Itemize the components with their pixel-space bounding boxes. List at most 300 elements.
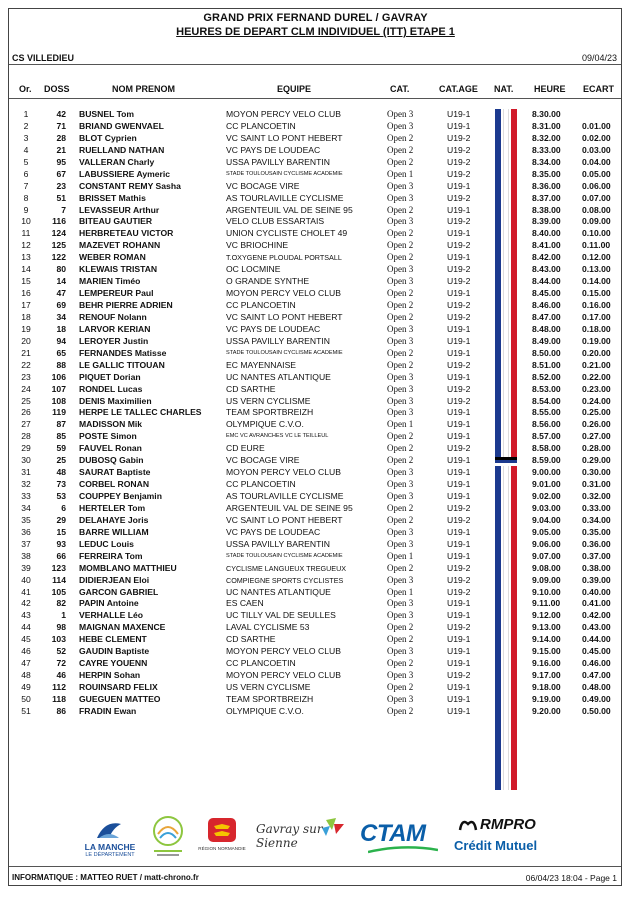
row-start-time: 9.10.00 xyxy=(532,586,561,597)
row-bib: 122 xyxy=(51,252,66,263)
row-start-time: 9.20.00 xyxy=(532,705,561,716)
row-category: Open 3 xyxy=(387,538,414,549)
row-team: ES CAEN xyxy=(226,598,264,609)
row-bib: 105 xyxy=(51,586,66,597)
row-team: UC NANTES ATLANTIQUE xyxy=(226,371,331,382)
row-bib: 123 xyxy=(51,562,66,573)
row-category: Open 3 xyxy=(387,192,414,203)
row-category: Open 2 xyxy=(387,132,414,143)
row-rider-name: HERTELER Tom xyxy=(79,502,146,513)
row-order: 6 xyxy=(23,168,29,179)
row-start-time: 8.36.00 xyxy=(532,180,561,191)
row-bib: 69 xyxy=(56,300,66,310)
row-age-category: U19-1 xyxy=(447,347,471,358)
row-bib: 7 xyxy=(61,204,66,215)
row-start-time: 8.42.00 xyxy=(532,252,561,263)
row-age-category: U19-2 xyxy=(447,311,471,322)
row-team: COMPIEGNE SPORTS CYCLISTES xyxy=(226,575,344,585)
table-row xyxy=(0,622,631,634)
table-row xyxy=(0,610,631,622)
row-bib: 42 xyxy=(56,109,66,119)
row-bib: 1 xyxy=(61,610,66,621)
row-gap: 0.44.00 xyxy=(582,634,611,645)
row-category: Open 3 xyxy=(387,467,414,478)
credit-mutuel-text: Crédit Mutuel xyxy=(454,838,538,853)
row-team: MOYON PERCY VELO CLUB xyxy=(226,109,341,119)
row-age-category: U19-2 xyxy=(447,383,471,394)
row-bib: 108 xyxy=(51,395,66,406)
row-start-time: 9.14.00 xyxy=(532,634,561,645)
row-rider-name: BARRE WILLIAM xyxy=(79,526,149,537)
row-start-time: 8.41.00 xyxy=(532,240,561,251)
row-bib: 23 xyxy=(56,180,66,191)
row-start-time: 8.46.00 xyxy=(532,300,561,310)
row-team: EC MAYENNAISE xyxy=(226,359,297,370)
row-category: Open 2 xyxy=(387,144,414,155)
row-rider-name: BEHR PIERRE ADRIEN xyxy=(79,300,173,310)
col-header-heure: HEURE xyxy=(534,84,566,94)
row-order: 47 xyxy=(21,658,31,669)
row-rider-name: BRISSET Mathis xyxy=(79,192,146,203)
row-age-category: U19-1 xyxy=(447,526,471,537)
table-row xyxy=(0,479,631,491)
row-age-category: U19-2 xyxy=(447,586,471,597)
row-bib: 29 xyxy=(56,514,66,525)
row-rider-name: DIDIERJEAN Eloi xyxy=(79,574,150,585)
row-gap: 0.40.00 xyxy=(582,586,611,597)
row-order: 32 xyxy=(21,479,31,490)
row-bib: 6 xyxy=(61,502,66,513)
row-rider-name: LABUSSIERE Aymeric xyxy=(79,168,171,179)
race-date: 09/04/23 xyxy=(581,53,617,63)
row-start-time: 9.17.00 xyxy=(532,670,561,681)
row-start-time: 9.07.00 xyxy=(532,550,561,561)
row-order: 7 xyxy=(23,180,29,191)
row-age-category: U19-1 xyxy=(447,431,471,442)
row-gap: 0.48.00 xyxy=(582,682,611,692)
row-team: CD SARTHE xyxy=(226,383,276,394)
row-rider-name: GUEGUEN MATTEO xyxy=(79,693,161,704)
row-age-category: U19-2 xyxy=(447,514,471,525)
table-row xyxy=(0,503,631,515)
row-order: 5 xyxy=(23,156,29,167)
table-row xyxy=(0,682,631,694)
row-rider-name: LEMPEREUR Paul xyxy=(79,288,154,299)
row-team: VC PAYS DE LOUDEAC xyxy=(226,144,321,155)
row-order: 4 xyxy=(23,144,29,155)
row-team: OLYMPIQUE C.V.O. xyxy=(226,705,304,716)
row-bib: 71 xyxy=(56,120,66,131)
row-order: 12 xyxy=(21,240,31,251)
normandie-text: RÉGION NORMANDIE xyxy=(198,846,246,851)
row-age-category: U19-1 xyxy=(447,550,471,561)
table-row xyxy=(0,312,631,324)
row-age-category: U19-1 xyxy=(447,693,471,704)
page-subtitle xyxy=(0,26,631,38)
row-bib: 93 xyxy=(56,538,66,549)
row-order: 37 xyxy=(21,538,31,549)
table-row xyxy=(0,288,631,300)
row-start-time: 9.11.00 xyxy=(532,598,561,609)
row-team: MOYON PERCY VELO CLUB xyxy=(226,670,341,681)
row-order: 8 xyxy=(23,192,29,203)
row-team: EMC VC AVRANCHES VC LE TEILLEUL xyxy=(226,433,329,440)
table-row xyxy=(0,467,631,479)
sponsor-logos xyxy=(0,808,631,860)
row-age-category: U19-1 xyxy=(447,180,471,191)
row-start-time: 9.09.00 xyxy=(532,574,561,585)
row-team: OLYMPIQUE C.V.O. xyxy=(226,419,304,430)
row-gap: 0.47.00 xyxy=(582,670,611,681)
row-order: 33 xyxy=(21,491,31,501)
row-team: MOYON PERCY VELO CLUB xyxy=(226,646,341,657)
row-gap: 0.03.00 xyxy=(582,144,611,155)
row-start-time: 8.43.00 xyxy=(532,264,561,275)
row-rider-name: ROUINSARD FELIX xyxy=(79,682,158,692)
row-category: Open 1 xyxy=(387,419,414,430)
col-header-or: Or. xyxy=(19,84,32,94)
row-bib: 28 xyxy=(56,132,66,143)
row-gap: 0.23.00 xyxy=(582,383,611,394)
community-logo xyxy=(148,814,188,860)
row-gap: 0.28.00 xyxy=(582,443,611,454)
row-start-time: 8.50.00 xyxy=(532,347,561,358)
row-category: Open 2 xyxy=(387,359,414,370)
table-row xyxy=(0,276,631,288)
row-gap: 0.30.00 xyxy=(582,467,611,478)
row-rider-name: RONDEL Lucas xyxy=(79,383,143,394)
row-start-time: 8.51.00 xyxy=(532,359,561,370)
row-gap: 0.24.00 xyxy=(582,395,611,406)
row-start-time: 8.45.00 xyxy=(532,288,561,299)
row-bib: 47 xyxy=(56,288,66,299)
row-gap: 0.42.00 xyxy=(582,610,611,621)
row-rider-name: LARVOR KERIAN xyxy=(79,323,151,334)
row-age-category: U19-1 xyxy=(447,228,471,239)
row-age-category: U19-1 xyxy=(447,634,471,645)
row-category: Open 2 xyxy=(387,705,414,716)
row-team: T.OXYGENE PLOUDAL PORTSALL xyxy=(226,253,342,263)
row-age-category: U19-1 xyxy=(447,491,471,501)
row-start-time: 8.58.00 xyxy=(532,443,561,454)
row-rider-name: MADISSON Mik xyxy=(79,419,143,430)
row-category: Open 3 xyxy=(387,693,414,704)
row-team: VC BOCAGE VIRE xyxy=(226,180,300,191)
ctam-text: CTAM xyxy=(360,820,426,847)
table-row xyxy=(0,670,631,682)
row-category: Open 2 xyxy=(387,228,414,239)
row-team: VC SAINT LO PONT HEBERT xyxy=(226,311,343,322)
row-category: Open 2 xyxy=(387,288,414,299)
table-row xyxy=(0,419,631,431)
row-age-category: U19-1 xyxy=(447,120,471,131)
row-start-time: 8.35.00 xyxy=(532,168,561,179)
row-age-category: U19-1 xyxy=(447,658,471,669)
row-age-category: U19-1 xyxy=(447,682,471,692)
gavray-logo xyxy=(252,816,348,860)
row-bib: 87 xyxy=(56,419,66,430)
table-row xyxy=(0,145,631,157)
row-category: Open 2 xyxy=(387,431,414,442)
row-start-time: 9.06.00 xyxy=(532,538,561,549)
table-row xyxy=(0,121,631,133)
row-bib: 119 xyxy=(52,407,66,418)
row-bib: 48 xyxy=(56,467,66,478)
row-rider-name: PIQUET Dorian xyxy=(79,371,141,382)
row-age-category: U19-2 xyxy=(447,240,471,251)
footer-page-info: 06/04/23 18:04 - Page 1 xyxy=(525,873,617,883)
row-order: 13 xyxy=(21,252,31,263)
row-bib: 107 xyxy=(51,383,66,394)
row-rider-name: KLEWAIS TRISTAN xyxy=(79,264,158,275)
row-start-time: 8.39.00 xyxy=(532,216,561,227)
table-row xyxy=(0,133,631,145)
row-rider-name: LEDUC Louis xyxy=(79,538,134,549)
row-start-time: 8.52.00 xyxy=(532,371,561,382)
row-team: LAVAL CYCLISME 53 xyxy=(226,622,310,633)
row-team: CD SARTHE xyxy=(226,634,276,645)
row-order: 35 xyxy=(21,514,31,525)
la-manche-logo xyxy=(75,818,145,862)
row-rider-name: VERHALLE Léo xyxy=(79,610,143,621)
row-gap: 0.20.00 xyxy=(582,347,611,358)
table-row xyxy=(0,109,631,121)
rmpro-text: RMPRO xyxy=(480,816,536,833)
footer-divider xyxy=(9,866,621,867)
table-row xyxy=(0,634,631,646)
table-row xyxy=(0,694,631,706)
row-bib: 86 xyxy=(56,705,66,716)
row-category: Open 2 xyxy=(387,455,414,466)
row-gap: 0.37.00 xyxy=(582,550,611,561)
rmpro-emblem-icon xyxy=(458,816,478,832)
row-order: 31 xyxy=(21,467,31,478)
table-row xyxy=(0,598,631,610)
row-rider-name: MAZEVET ROHANN xyxy=(79,240,161,251)
row-age-category: U19-2 xyxy=(447,156,471,167)
row-order: 38 xyxy=(21,550,31,561)
row-start-time: 8.30.00 xyxy=(532,109,561,119)
row-order: 10 xyxy=(21,216,31,227)
row-category: Open 3 xyxy=(387,371,414,382)
row-bib: 106 xyxy=(51,371,66,382)
row-category: Open 3 xyxy=(387,180,414,191)
table-row xyxy=(0,372,631,384)
row-start-time: 8.37.00 xyxy=(532,192,561,203)
row-gap: 0.21.00 xyxy=(582,359,611,370)
row-order: 30 xyxy=(21,455,31,466)
row-start-time: 9.04.00 xyxy=(532,514,561,525)
row-bib: 95 xyxy=(56,156,66,167)
table-row xyxy=(0,575,631,587)
table-row xyxy=(0,551,631,563)
row-gap: 0.46.00 xyxy=(582,658,611,669)
row-rider-name: MARIEN Timéo xyxy=(79,276,141,287)
row-rider-name: MOMBLANO MATTHIEU xyxy=(79,562,177,573)
row-category: Open 1 xyxy=(387,586,414,597)
row-bib: 124 xyxy=(51,228,66,239)
row-gap: 0.10.00 xyxy=(582,228,611,239)
row-bib: 94 xyxy=(56,335,66,346)
row-age-category: U19-1 xyxy=(447,705,471,716)
row-order: 3 xyxy=(23,132,29,143)
row-team: VC BRIOCHINE xyxy=(226,240,289,251)
row-gap: 0.50.00 xyxy=(582,705,611,716)
row-category: Open 2 xyxy=(387,204,414,215)
row-bib: 53 xyxy=(56,491,66,501)
row-order: 48 xyxy=(21,670,31,681)
row-gap: 0.05.00 xyxy=(582,168,611,179)
row-category: Open 3 xyxy=(387,526,414,537)
col-header-cat: CAT. xyxy=(390,84,410,94)
row-start-time: 9.00.00 xyxy=(532,467,561,478)
table-row xyxy=(0,539,631,551)
row-order: 41 xyxy=(21,586,31,597)
row-age-category: U19-1 xyxy=(447,610,471,621)
row-order: 46 xyxy=(21,646,31,657)
row-team: VC SAINT LO PONT HEBERT xyxy=(226,514,343,525)
row-order: 20 xyxy=(21,335,31,346)
row-age-category: U19-1 xyxy=(447,455,471,466)
row-rider-name: MAIGNAN MAXENCE xyxy=(79,622,166,633)
row-rider-name: RUELLAND NATHAN xyxy=(79,144,165,155)
row-start-time: 8.55.00 xyxy=(532,407,561,418)
row-start-time: 9.05.00 xyxy=(532,526,561,537)
col-header-nom: NOM PRENOM xyxy=(112,84,175,94)
row-gap: 0.16.00 xyxy=(582,300,611,310)
table-row xyxy=(0,491,631,503)
row-category: Open 3 xyxy=(387,407,414,418)
row-order: 24 xyxy=(21,383,31,394)
row-team: USSA PAVILLY BARENTIN xyxy=(226,335,330,346)
row-gap: 0.26.00 xyxy=(582,419,611,430)
row-rider-name: FERREIRA Tom xyxy=(79,550,143,561)
ctam-swoosh-icon xyxy=(368,846,438,854)
table-row xyxy=(0,431,631,443)
row-age-category: U19-1 xyxy=(447,646,471,657)
row-rider-name: CORBEL RONAN xyxy=(79,479,150,490)
table-row xyxy=(0,563,631,575)
row-rider-name: PAPIN Antoine xyxy=(79,598,139,609)
row-category: Open 2 xyxy=(387,562,414,573)
row-team: ARGENTEUIL VAL DE SEINE 95 xyxy=(226,502,353,513)
row-gap: 0.35.00 xyxy=(582,526,611,537)
row-bib: 67 xyxy=(56,168,66,179)
row-team: AS TOURLAVILLE CYCLISME xyxy=(226,491,344,501)
row-team: US VERN CYCLISME xyxy=(226,682,311,692)
row-team: MOYON PERCY VELO CLUB xyxy=(226,467,341,478)
row-category: Open 2 xyxy=(387,682,414,692)
row-team: CC PLANCOETIN xyxy=(226,479,296,490)
row-team: VC SAINT LO PONT HEBERT xyxy=(226,132,343,143)
row-category: Open 2 xyxy=(387,622,414,633)
row-gap: 0.33.00 xyxy=(582,502,611,513)
row-start-time: 8.38.00 xyxy=(532,204,561,215)
row-team: TEAM SPORTBREIZH xyxy=(226,407,314,418)
col-header-doss: DOSS xyxy=(44,84,70,94)
row-category: Open 3 xyxy=(387,574,414,585)
row-team: UNION CYCLISTE CHOLET 49 xyxy=(226,228,348,239)
row-start-time: 8.40.00 xyxy=(532,228,561,239)
row-age-category: U19-2 xyxy=(447,276,471,287)
row-category: Open 2 xyxy=(387,252,414,263)
row-category: Open 3 xyxy=(387,216,414,227)
column-header-divider xyxy=(9,98,621,99)
row-bib: 52 xyxy=(56,646,66,657)
row-gap: 0.09.00 xyxy=(582,216,611,227)
row-order: 40 xyxy=(21,574,31,585)
table-row xyxy=(0,455,631,467)
table-row xyxy=(0,396,631,408)
row-order: 45 xyxy=(21,634,31,645)
row-rider-name: CAYRE YOUENN xyxy=(79,658,148,669)
row-rider-name: FAUVEL Ronan xyxy=(79,443,142,454)
row-gap: 0.06.00 xyxy=(582,180,611,191)
row-gap: 0.11.00 xyxy=(582,240,611,251)
row-rider-name: HEBE CLEMENT xyxy=(79,634,147,645)
row-team: MOYON PERCY VELO CLUB xyxy=(226,288,341,299)
row-gap: 0.32.00 xyxy=(582,491,611,501)
normandie-logo xyxy=(198,816,246,862)
row-rider-name: DELAHAYE Joris xyxy=(79,514,149,525)
row-bib: 98 xyxy=(56,622,66,633)
table-row xyxy=(0,216,631,228)
table-row xyxy=(0,264,631,276)
table-row xyxy=(0,169,631,181)
row-age-category: U19-2 xyxy=(447,562,471,573)
row-age-category: U19-2 xyxy=(447,192,471,203)
la-manche-text: LA MANCHE xyxy=(84,842,136,852)
row-age-category: U19-1 xyxy=(447,538,471,549)
row-order: 14 xyxy=(21,264,31,275)
row-category: Open 2 xyxy=(387,658,414,669)
row-start-time: 9.03.00 xyxy=(532,502,561,513)
row-age-category: U19-2 xyxy=(447,132,471,143)
row-age-category: U19-1 xyxy=(447,479,471,490)
row-category: Open 2 xyxy=(387,514,414,525)
row-order: 28 xyxy=(21,431,31,442)
footer-credit: INFORMATIQUE : MATTEO RUET / matt-chrono.fr xyxy=(12,873,199,882)
row-age-category: U19-2 xyxy=(447,168,471,179)
row-team: CC PLANCOETIN xyxy=(226,120,296,131)
row-team: AS TOURLAVILLE CYCLISME xyxy=(226,192,344,203)
row-order: 1 xyxy=(23,109,29,119)
row-gap: 0.34.00 xyxy=(582,514,611,525)
row-team: O GRANDE SYNTHE xyxy=(226,276,310,287)
row-order: 18 xyxy=(21,311,31,322)
table-row xyxy=(0,193,631,205)
row-gap: 0.17.00 xyxy=(582,311,611,322)
row-gap: 0.49.00 xyxy=(582,693,611,704)
col-header-ecart: ECART xyxy=(583,84,614,94)
row-rider-name: GAUDIN Baptiste xyxy=(79,646,150,657)
row-gap: 0.07.00 xyxy=(582,192,611,203)
row-age-category: U19-1 xyxy=(447,252,471,263)
row-team: VC PAYS DE LOUDEAC xyxy=(226,323,321,334)
row-category: Open 1 xyxy=(387,550,414,561)
row-bib: 46 xyxy=(56,670,66,681)
row-team: US VERN CYCLISME xyxy=(226,395,311,406)
table-row xyxy=(0,252,631,264)
row-rider-name: DUBOSQ Gabin xyxy=(79,455,144,466)
row-start-time: 9.19.00 xyxy=(532,693,561,704)
normandie-shield-icon xyxy=(202,816,242,846)
row-age-category: U19-1 xyxy=(447,467,471,478)
ctam-logo xyxy=(360,816,444,858)
row-rider-name: HERBRETEAU VICTOR xyxy=(79,228,174,239)
row-start-time: 9.02.00 xyxy=(532,491,561,501)
row-category: Open 3 xyxy=(387,120,414,131)
